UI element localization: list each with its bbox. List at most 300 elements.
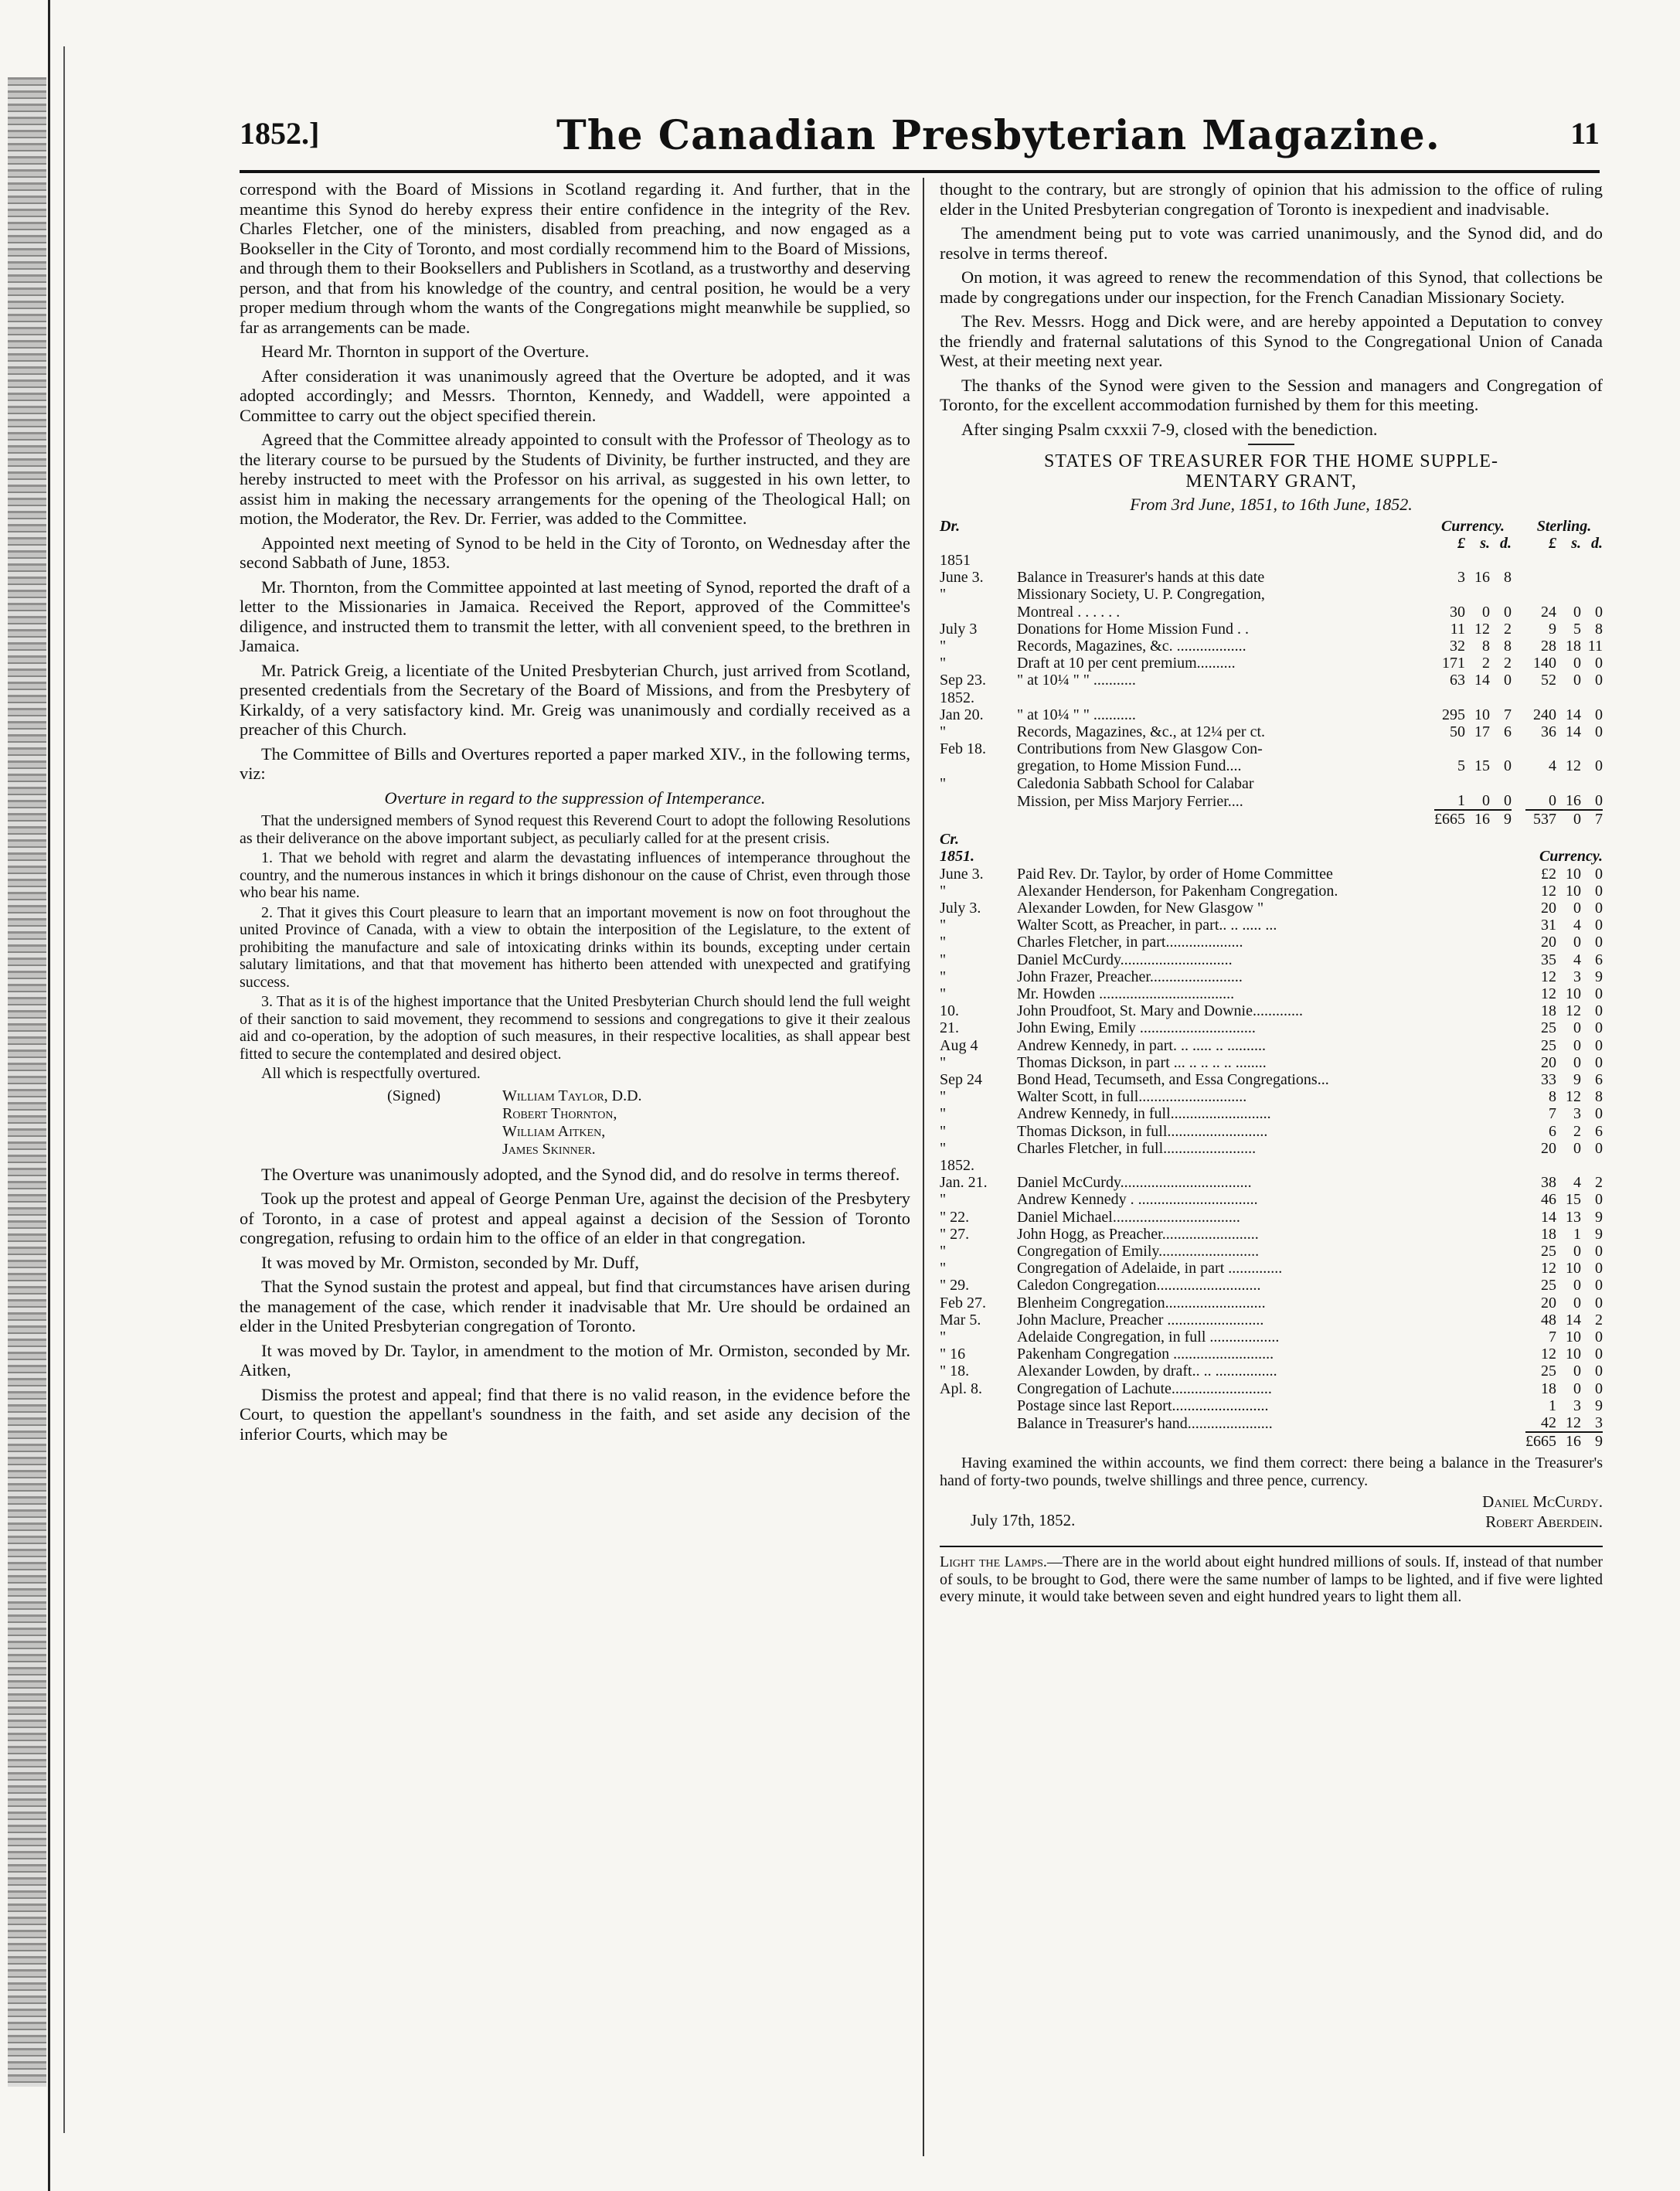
column-gap <box>1512 638 1525 655</box>
credit-row <box>940 1002 1603 1019</box>
amount-pence: 0 <box>1595 1019 1603 1037</box>
currency-pence: 7 <box>1504 706 1512 723</box>
entry-description: Mr. Howden ................................... <box>1017 985 1235 1002</box>
amount-pounds: £2 <box>1541 865 1556 883</box>
lamps-text: —There are in the world about eight hundred millions of souls. If, instead of that number of souls, to be brought to God, there were the same number of lamps to be lighted, and if five were lighted every minute, it would take between seven and eight hundred years to light them all. <box>940 1553 1603 1606</box>
entry-description: Mission, per Miss Marjory Ferrier.... <box>1017 792 1243 810</box>
currency-shillings: 17 <box>1474 723 1490 740</box>
currency-pence <box>1490 775 1512 792</box>
amount-pence: 0 <box>1595 882 1603 900</box>
entry-description: Congregation of Emily.......................... <box>1017 1243 1260 1261</box>
sterling-pounds: 28 <box>1541 637 1556 655</box>
sterling-pence <box>1581 552 1603 569</box>
amount-pence: 0 <box>1595 1260 1603 1278</box>
entry-date: 1852. <box>940 689 974 706</box>
overture-paragraph: 3. That as it is of the highest importance that the United Presbyterian Church should lend the full weight of their sanction to said movement, they recommend to sessions and congregations to give it their zealous aid and co-operation, by the adoption of such measures, in their respective localities, as shall appear best fitted to secure the contemplated and desired object. <box>240 993 910 1063</box>
amount-shillings: 12 <box>1566 1002 1581 1020</box>
paragraph: The thanks of the Synod were given to the Session and managers and Congregation of Toronto, for the excellent accommodation furnished by them for this meeting. <box>940 375 1603 414</box>
currency-shillings <box>1468 586 1490 603</box>
amount-pence: 0 <box>1595 1380 1603 1397</box>
sterling-pence: 0 <box>1595 603 1603 621</box>
statement-title <box>940 451 1603 492</box>
currency-shillings <box>1468 689 1490 706</box>
currency-pence: 2 <box>1504 655 1512 672</box>
entry-date: " <box>940 1329 947 1346</box>
pound-label: £ <box>1457 534 1465 552</box>
total-sterling-pence: 7 <box>1581 810 1603 828</box>
column-gap <box>1512 689 1525 706</box>
entry-date: " <box>940 1088 947 1106</box>
amount-pence: 6 <box>1595 1122 1603 1140</box>
entry-description: Alexander Lowden, for New Glasgow " <box>1017 899 1264 917</box>
entry-date <box>940 1414 1017 1432</box>
entry-date: " <box>940 655 947 672</box>
currency-shillings <box>1468 740 1490 757</box>
credit-row <box>940 951 1603 968</box>
credit-row <box>940 1054 1603 1071</box>
entry-date: " <box>940 917 947 934</box>
column-gap <box>1512 775 1525 792</box>
debit-row <box>940 672 1603 689</box>
entry-date: Sep 23. <box>940 672 986 689</box>
credit-row <box>940 1346 1603 1363</box>
entry-date: " <box>940 774 947 792</box>
statement-subtitle: From 3rd June, 1851, to 16th June, 1852. <box>1130 495 1413 514</box>
amount-pence: 0 <box>1595 1139 1603 1157</box>
credit-row <box>940 1157 1603 1174</box>
credit-total-row <box>940 1432 1603 1450</box>
amount-pence: 0 <box>1595 1036 1603 1054</box>
amount-shillings: 0 <box>1573 1036 1581 1054</box>
pence-label: d. <box>1591 534 1603 552</box>
currency-shillings <box>1468 775 1490 792</box>
binding-rule <box>48 0 50 2191</box>
entry-date: 1851 <box>940 551 971 569</box>
debit-row <box>940 757 1603 774</box>
binding-rule-inner <box>63 46 65 2133</box>
paragraph: Took up the protest and appeal of George Penman Ure, against the decision of the Presbytery of Toronto, in a case of protest and appeal against a decision of the Session of Toronto congregation, refusing to ordain him to the office of an elder in that congregation. <box>240 1189 910 1247</box>
credit-row <box>940 1174 1603 1191</box>
currency-pence <box>1490 586 1512 603</box>
entry-date: " 16 <box>940 1346 966 1363</box>
credit-row <box>940 1397 1603 1414</box>
signatory: Robert Thornton, <box>502 1104 617 1122</box>
amount-pence: 8 <box>1595 1088 1603 1106</box>
credit-row <box>940 968 1603 985</box>
entry-description: Alexander Lowden, by draft.. .. ................ <box>1017 1363 1277 1380</box>
amount-shillings: 4 <box>1573 1174 1581 1192</box>
sterling-pence: 0 <box>1595 655 1603 672</box>
entry-description: Caledon Congregation........................... <box>1017 1277 1261 1295</box>
amount-shillings: 3 <box>1573 968 1581 985</box>
currency-pence: 0 <box>1504 757 1512 775</box>
magazine-title: The Canadian Presbyterian Magazine. <box>556 112 1440 159</box>
amount-pounds: 38 <box>1541 1174 1556 1192</box>
entry-date: July 3 <box>940 620 978 638</box>
sterling-shillings: 5 <box>1573 620 1581 638</box>
currency-pounds: 50 <box>1450 723 1465 740</box>
amount-shillings: 4 <box>1573 951 1581 968</box>
sterling-shillings: 14 <box>1566 706 1581 723</box>
currency-shillings <box>1468 552 1490 569</box>
paragraph: Appointed next meeting of Synod to be held in the City of Toronto, on Wednesday after the second Sabbath of June, 1853. <box>240 532 910 572</box>
entry-description: Alexander Henderson, for Pakenham Congregation. <box>1017 882 1338 900</box>
debit-row <box>940 655 1603 672</box>
sterling-pounds: 52 <box>1541 672 1556 689</box>
overture-paragraph: 2. That it gives this Court pleasure to learn that an important movement is now on foot throughout the united Province of Canada, with a view to obtain the interposition of the Legislature, to the extent of prohibiting the manufacture and sale of intoxicating drinks within its bounds, excepting under certain salutary limitations, and that that movement has hitherto been attended with unexpected and gratifying success. <box>240 903 910 991</box>
amount-shillings: 0 <box>1573 1380 1581 1397</box>
debit-row <box>940 552 1603 569</box>
credit-row <box>940 1191 1603 1208</box>
currency-shillings: 8 <box>1482 637 1490 655</box>
credit-row <box>940 917 1603 934</box>
currency-shillings: 16 <box>1474 569 1490 587</box>
amount-pence: 0 <box>1595 1294 1603 1312</box>
overture-paragraph: That the undersigned members of Synod request this Reverend Court to adopt the following Resolutions as their deliverance on the above important subject, as peculiarly called for at the present crisis. <box>240 812 910 847</box>
spine-scan-artifact <box>8 77 46 2087</box>
amount-pence: 0 <box>1595 1243 1603 1261</box>
currency-label: Currency. <box>1440 517 1505 535</box>
sterling-pounds: 36 <box>1541 723 1556 740</box>
credit-row <box>940 866 1603 883</box>
sterling-pence <box>1581 689 1603 706</box>
amount-shillings: 3 <box>1573 1105 1581 1123</box>
signed-label: (Signed) <box>387 1087 440 1104</box>
amount-pounds: 12 <box>1541 1260 1556 1278</box>
sterling-pounds: 0 <box>1549 791 1556 809</box>
signatory: William Taylor, D.D. <box>502 1087 642 1104</box>
cr-label: Cr. <box>940 831 960 849</box>
amount-shillings: 4 <box>1573 917 1581 934</box>
currency-pence: 8 <box>1504 569 1512 587</box>
currency-pence <box>1490 740 1512 757</box>
amount-shillings: 10 <box>1566 882 1581 900</box>
sterling-pounds: 9 <box>1549 620 1556 638</box>
credit-row <box>940 1414 1603 1432</box>
currency-pence: 6 <box>1504 723 1512 740</box>
currency-pence: 0 <box>1504 672 1512 689</box>
debit-row <box>940 740 1603 757</box>
credit-row <box>940 1312 1603 1329</box>
entry-date: " <box>940 586 947 604</box>
currency-shillings: 12 <box>1474 620 1490 638</box>
credit-row <box>940 1209 1603 1226</box>
date-signed: July 17th, 1852. <box>971 1511 1076 1530</box>
entry-date: Feb 27. <box>940 1294 986 1312</box>
entry-description: Donations for Home Mission Fund . . <box>1017 620 1249 638</box>
sterling-pence: 0 <box>1595 723 1603 740</box>
sterling-shillings: 0 <box>1573 603 1581 621</box>
entry-date: " <box>940 985 947 1002</box>
entry-date: " 27. <box>940 1225 970 1243</box>
auditor-list <box>1482 1492 1603 1532</box>
column-gap <box>1512 655 1525 672</box>
amount-shillings: 0 <box>1573 934 1581 951</box>
sterling-pounds <box>1525 740 1559 757</box>
entry-date: " <box>940 1139 947 1157</box>
entry-description: gregation, to Home Mission Fund.... <box>1017 757 1242 775</box>
entry-date: " 29. <box>940 1277 970 1295</box>
debit-row <box>940 638 1603 655</box>
debit-row <box>940 621 1603 638</box>
entry-description: Adelaide Congregation, in full .................. <box>1017 1329 1280 1346</box>
amount-pounds <box>1525 1157 1559 1174</box>
entry-description: Andrew Kennedy, in part. .. ..... .. .......... <box>1017 1036 1266 1054</box>
header-year: 1852.] <box>240 116 320 151</box>
entry-date <box>940 792 1017 810</box>
currency-pounds: 32 <box>1450 637 1465 655</box>
entry-date: Jan. 21. <box>940 1174 988 1192</box>
total-pence: 9 <box>1581 1432 1603 1450</box>
cr-currency-label: Currency. <box>1539 848 1603 866</box>
lamps-lead: Light the Lamps. <box>940 1553 1047 1571</box>
sterling-pounds <box>1525 552 1559 569</box>
amount-shillings: 12 <box>1566 1414 1581 1432</box>
amount-shillings <box>1559 1157 1581 1174</box>
currency-pounds: 5 <box>1457 757 1465 775</box>
column-gap <box>1512 706 1525 723</box>
paragraph: The Overture was unanimously adopted, and the Synod did, and do resolve in terms thereof. <box>261 1164 900 1184</box>
entry-date: " <box>940 1122 947 1140</box>
entry-date: " 22. <box>940 1208 970 1226</box>
overture-paragraph: All which is respectfully overtured. <box>261 1065 481 1082</box>
lsd-header-row <box>940 535 1603 552</box>
amount-shillings: 10 <box>1566 985 1581 1002</box>
credit-row <box>940 1123 1603 1140</box>
entry-description: Bond Head, Tecumseth, and Essa Congregations... <box>1017 1071 1329 1088</box>
examination-text: Having examined the within accounts, we find them correct: there being a balance in the Treasurer's hand of forty-two pounds, twelve shillings and three pence, currency. <box>940 1454 1603 1489</box>
entry-description: John Hogg, as Preacher......................... <box>1017 1225 1259 1243</box>
paragraph: Mr. Thornton, from the Committee appointed at last meeting of Synod, reported the draft of a letter to the Missionaries in Jamaica. Received the Report, approved of the Committee's diligence, and instructed them to transmit the letter, with all convenient speed, to the brethren in Jamaica. <box>240 577 910 655</box>
column-gap <box>1512 723 1525 740</box>
amount-shillings: 10 <box>1566 865 1581 883</box>
sterling-pounds <box>1525 689 1559 706</box>
entry-date: " <box>940 1243 947 1261</box>
total-currency-pence: 9 <box>1490 810 1512 828</box>
credit-subheader-row <box>940 848 1603 865</box>
currency-pounds <box>1434 689 1468 706</box>
credit-row <box>940 883 1603 900</box>
credit-row <box>940 1071 1603 1088</box>
entry-date: " <box>940 1053 947 1071</box>
debit-row <box>940 775 1603 792</box>
amount-pounds: 31 <box>1541 917 1556 934</box>
amount-pounds: 25 <box>1541 1363 1556 1380</box>
entry-date: Mar 5. <box>940 1311 981 1329</box>
currency-pence: 8 <box>1504 637 1512 655</box>
debit-row <box>940 604 1603 621</box>
currency-pounds: 1 <box>1457 791 1465 809</box>
entry-description: Andrew Kennedy, in full.......................... <box>1017 1105 1271 1123</box>
total-spacer <box>1017 1432 1525 1450</box>
entry-date: Aug 4 <box>940 1036 978 1054</box>
paragraph: After consideration it was unanimously agreed that the Overture be adopted, and it was adopted accordingly; and Messrs. Thornton, Kennedy, and Waddell, were appointed a Committee to carry out the object specified therein. <box>240 366 910 425</box>
column-gap <box>1512 672 1525 689</box>
amount-pounds: 20 <box>1541 934 1556 951</box>
paragraph: That the Synod sustain the protest and appeal, but find that circumstances have arisen during the management of the case, which render it inadvisable that Mr. Ure should be ordained an elder in the United Presbyterian congregation of Toronto. <box>240 1277 910 1335</box>
amount-shillings: 0 <box>1573 899 1581 917</box>
amount-pence: 9 <box>1595 1397 1603 1414</box>
total-sterling-pounds: 537 <box>1525 810 1559 828</box>
sterling-shillings: 16 <box>1566 791 1581 809</box>
currency-pounds <box>1434 775 1468 792</box>
amount-shillings: 0 <box>1573 1053 1581 1071</box>
sterling-shillings <box>1559 740 1581 757</box>
amount-pounds: 18 <box>1541 1380 1556 1397</box>
amount-shillings: 10 <box>1566 1260 1581 1278</box>
entry-description: Thomas Dickson, in full.......................... <box>1017 1122 1268 1140</box>
entry-description: John Maclure, Preacher ......................... <box>1017 1311 1264 1329</box>
sterling-shillings: 12 <box>1566 757 1581 775</box>
amount-shillings: 0 <box>1573 1277 1581 1295</box>
amount-pounds: 18 <box>1541 1002 1556 1020</box>
amount-shillings: 0 <box>1573 1019 1581 1037</box>
credit-table <box>940 831 1603 1450</box>
total-spacer <box>1017 810 1434 828</box>
shilling-label: s. <box>1480 534 1490 552</box>
credit-row <box>940 1380 1603 1397</box>
currency-shillings: 0 <box>1482 791 1490 809</box>
amount-pounds: 46 <box>1541 1191 1556 1209</box>
entry-date: " <box>940 637 947 655</box>
sterling-shillings: 0 <box>1573 672 1581 689</box>
credit-row <box>940 900 1603 917</box>
amount-pounds: 25 <box>1541 1277 1556 1295</box>
sterling-pence <box>1581 740 1603 757</box>
currency-pounds: 63 <box>1450 672 1465 689</box>
pence-label: d. <box>1500 534 1512 552</box>
entry-description: Daniel Michael................................. <box>1017 1208 1240 1226</box>
entry-description: Congregation of Lachute.......................... <box>1017 1380 1272 1397</box>
column-gap <box>1512 757 1525 774</box>
amount-pence: 0 <box>1595 1329 1603 1346</box>
sterling-pence: 0 <box>1595 706 1603 723</box>
entry-description: Daniel McCurdy............................. <box>1017 951 1233 968</box>
amount-pounds: 12 <box>1541 968 1556 985</box>
amount-shillings: 0 <box>1573 1139 1581 1157</box>
amount-pence <box>1581 1157 1603 1174</box>
entry-date: " <box>940 968 947 985</box>
sterling-pounds: 24 <box>1541 603 1556 621</box>
entry-date: June 3. <box>940 569 984 587</box>
credit-row <box>940 1260 1603 1277</box>
currency-pounds: 11 <box>1450 620 1465 638</box>
amount-pounds: 7 <box>1549 1105 1556 1123</box>
entry-description <box>1017 689 1434 706</box>
sterling-shillings <box>1559 689 1581 706</box>
entry-description: Records, Magazines, &c. .................. <box>1017 637 1246 655</box>
entry-description <box>1017 552 1434 569</box>
entry-description <box>1017 1157 1525 1174</box>
credit-row <box>940 1226 1603 1243</box>
amount-shillings: 13 <box>1566 1208 1581 1226</box>
amount-pence: 3 <box>1595 1414 1603 1432</box>
left-column <box>240 179 910 1448</box>
amount-pounds: 20 <box>1541 1053 1556 1071</box>
currency-pounds <box>1434 586 1468 603</box>
debit-row <box>940 689 1603 706</box>
credit-row <box>940 1019 1603 1036</box>
entry-description: Congregation of Adelaide, in part .............. <box>1017 1260 1283 1278</box>
amount-pounds: 18 <box>1541 1225 1556 1243</box>
sterling-shillings: 0 <box>1573 655 1581 672</box>
page-number: 11 <box>1570 116 1600 151</box>
sterling-shillings <box>1559 586 1581 603</box>
sterling-pounds <box>1525 569 1559 586</box>
amount-pence: 9 <box>1595 1225 1603 1243</box>
debit-table <box>940 518 1603 828</box>
entry-description: " at 10¼ " " ........... <box>1017 672 1136 689</box>
signature-block <box>240 1087 910 1158</box>
entry-date: " 18. <box>940 1363 970 1380</box>
paragraph: Heard Mr. Thornton in support of the Overture. <box>261 342 590 361</box>
amount-shillings: 10 <box>1566 1346 1581 1363</box>
pound-label: £ <box>1549 534 1556 552</box>
sterling-pounds <box>1525 586 1559 603</box>
amount-pence: 0 <box>1595 899 1603 917</box>
overture-paragraph: 1. That we behold with regret and alarm the devastating influences of intemperance throughout the country, and the numerous instances in which it brings dishonour on the cause of Christ, even through those who bear his name. <box>240 849 910 901</box>
credit-row <box>940 1277 1603 1294</box>
amount-shillings: 0 <box>1573 1243 1581 1261</box>
sterling-shillings: 14 <box>1566 723 1581 740</box>
paragraph: correspond with the Board of Missions in Scotland regarding it. And further, that in the meantime this Synod do hereby express their entire confidence in the integrity of the Rev. Charles Fletcher, one of the ministers, disabled from preaching, and now engaged as a Bookseller in the City of Toronto, and most cordially recommend him to the Board of Missions, and through them to their Booksellers and Publishers in Scotland, as a trustworthy and deserving person, and that from his knowledge of the country, and central position, he would be a very proper medium through whom the wants of the Congregations might meanwhile be supplied, so far as arrangements can be made. <box>240 179 910 337</box>
debit-row <box>940 792 1603 810</box>
total-spacer <box>940 1432 1017 1450</box>
currency-shillings: 15 <box>1474 757 1490 775</box>
entry-date: " <box>940 951 947 968</box>
entry-description: Thomas Dickson, in part ... .. .. .. .. ........ <box>1017 1053 1267 1071</box>
total-spacer <box>940 810 1017 828</box>
entry-date: Feb 18. <box>940 740 986 758</box>
entry-date: Apl. 8. <box>940 1380 982 1397</box>
light-the-lamps-note <box>940 1546 1603 1606</box>
sterling-shillings <box>1559 552 1581 569</box>
column-gap <box>1512 792 1525 810</box>
sterling-pence: 0 <box>1595 757 1603 775</box>
column-gap <box>1512 586 1525 603</box>
credit-row <box>940 934 1603 951</box>
paragraph: It was moved by Mr. Ormiston, seconded by Mr. Duff, <box>261 1252 640 1272</box>
sterling-pounds: 140 <box>1533 655 1556 672</box>
entry-description: Balance in Treasurer's hand...................... <box>1017 1415 1273 1433</box>
credit-row <box>940 1140 1603 1157</box>
amount-pence: 6 <box>1595 1071 1603 1088</box>
entry-date <box>940 604 1017 621</box>
paragraph: After singing Psalm cxxxii 7-9, closed with the benediction. <box>961 419 1378 439</box>
entry-description: Walter Scott, as Preacher, in part.. .. ..... ... <box>1017 917 1277 934</box>
amount-pounds: 8 <box>1549 1088 1556 1106</box>
amount-shillings: 0 <box>1573 1363 1581 1380</box>
amount-pence: 0 <box>1595 1191 1603 1209</box>
sterling-pounds: 240 <box>1533 706 1556 723</box>
paragraph: The amendment being put to vote was carried unanimously, and the Synod did, and do resolve in terms thereof. <box>940 223 1603 263</box>
amount-shillings: 9 <box>1573 1071 1581 1088</box>
amount-pounds: 14 <box>1541 1208 1556 1226</box>
total-currency-shillings: 16 <box>1468 810 1490 828</box>
credit-row <box>940 1329 1603 1346</box>
paragraph: thought to the contrary, but are strongly of opinion that his admission to the office of ruling elder in the United Presbyterian congregation of Toronto is inexpedient and inadvisable. <box>940 179 1603 219</box>
entry-description: Charles Fletcher, in full........................ <box>1017 1139 1257 1157</box>
credit-row <box>940 985 1603 1002</box>
entry-date: 21. <box>940 1019 959 1037</box>
statement-title-line: STATES OF TREASURER FOR THE HOME SUPPLE- <box>1044 451 1498 471</box>
amount-pence: 0 <box>1595 1277 1603 1295</box>
page-header <box>240 112 1600 166</box>
signatory: William Aitken, <box>502 1122 606 1140</box>
column-gap <box>1512 552 1525 569</box>
column-gap <box>1512 810 1525 828</box>
entry-date: " <box>940 1260 947 1278</box>
